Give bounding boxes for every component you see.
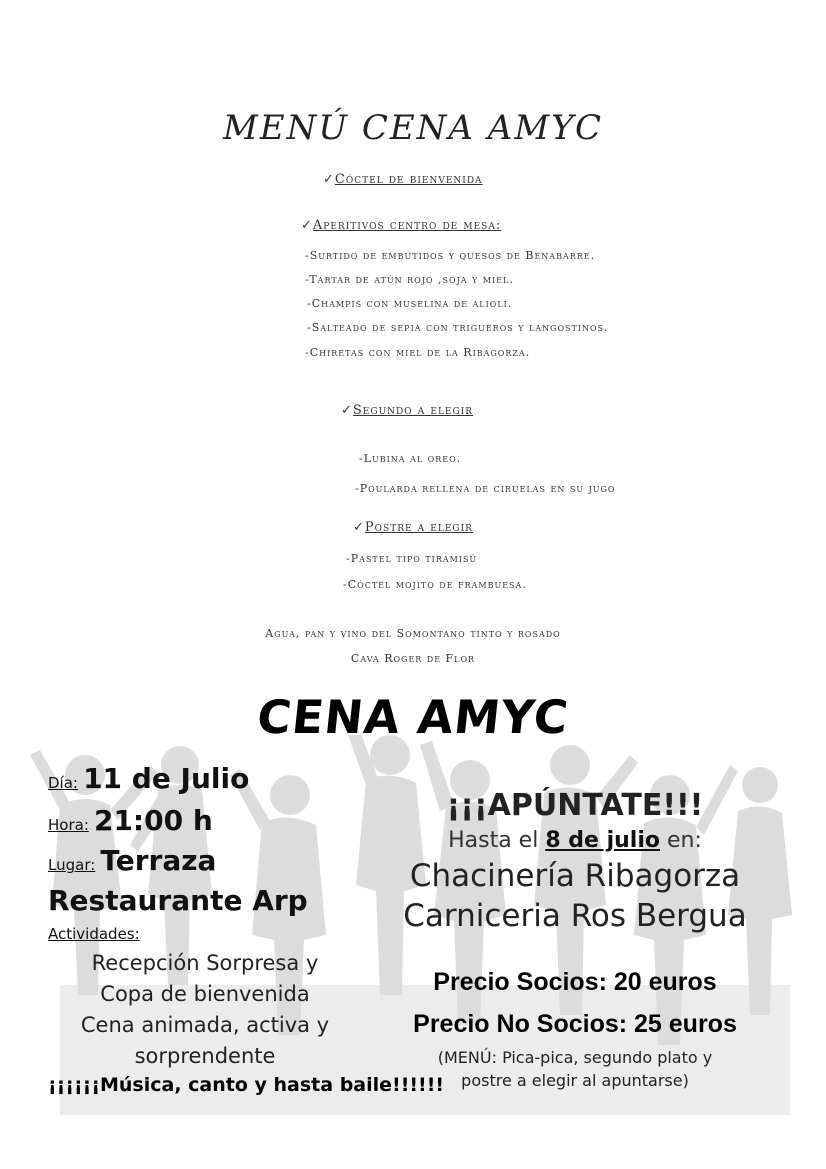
check-icon: ✓: [353, 520, 365, 535]
list-item: Copa de bienvenida: [100, 982, 310, 1006]
shop-chacineria: Chacinería Ribagorza: [409, 858, 741, 894]
menu-section-coctel: [323, 172, 483, 187]
check-icon: ✓: [323, 172, 335, 187]
lugar-value-2: Restaurante Arp: [48, 884, 308, 917]
menu-section-postre: [353, 520, 473, 535]
list-item: -Lubina al oreo.: [359, 452, 462, 465]
drinks-line: Agua, pan y vino del Somontano tinto y rosado: [265, 627, 561, 640]
deadline-suffix: en:: [667, 828, 702, 853]
list-item: -Tartar de atún rojo ,soja y miel.: [305, 273, 514, 286]
list-item: Recepción Sorpresa y: [91, 951, 319, 975]
check-icon: ✓: [301, 218, 313, 233]
list-item: sorprendente: [134, 1044, 276, 1068]
menu-note-2: postre a elegir al apuntarse): [461, 1071, 689, 1090]
list-item: -Chiretas con miel de la Ribagorza.: [305, 346, 531, 359]
menu-note-1: (MENÚ: Pica-pica, segundo plato y: [437, 1048, 713, 1067]
list-item: -Pastel tipo tiramisú: [346, 552, 478, 565]
menu-title: MENÚ CENA AMYC: [222, 108, 604, 148]
section-label: Aperitivos centro de mesa:: [312, 218, 502, 233]
list-item: -Champis con muselina de alioli.: [307, 297, 513, 310]
hora-label: Hora:: [48, 816, 89, 834]
list-item: -Salteado de sepia con trigueros y langostinos.: [307, 321, 609, 334]
check-icon: ✓: [341, 403, 353, 418]
activities-list: [40, 948, 370, 1072]
list-item: -Cóctel mojito de frambuesa.: [343, 578, 527, 591]
price-non-members: Precio No Socios: 25 euros: [413, 1010, 737, 1038]
menu-section-segundo: [341, 403, 473, 418]
price-members: Precio Socios: 20 euros: [433, 968, 717, 996]
cava-line: Cava Roger de Flor: [350, 652, 476, 665]
event-time: [48, 804, 213, 837]
dia-value: 11 de Julio: [83, 762, 250, 795]
lugar-value: Terraza: [100, 844, 217, 877]
shop-carniceria: Carniceria Ros Bergua: [403, 898, 747, 934]
actividades-label: Actividades:: [48, 925, 140, 943]
deadline-date: 8 de julio: [545, 828, 661, 853]
menu-section-aperitivos: [301, 218, 501, 233]
apuntate-heading: ¡¡¡APÚNTATE!!!: [446, 788, 704, 823]
section-label: Segundo a elegir: [352, 403, 474, 418]
music-line: ¡¡¡¡¡¡Música, canto y hasta baile!!!!!!: [48, 1074, 445, 1096]
event-place: [48, 844, 216, 877]
list-item: -Poularda rellena de ciruelas en su jugo: [355, 482, 616, 495]
lugar-label: Lugar:: [48, 856, 96, 874]
list-item: Cena animada, activa y: [80, 1013, 330, 1037]
deadline-line: [400, 828, 750, 853]
section-label: Cóctel de bienvenida: [334, 172, 483, 187]
hora-value: 21:00 h: [93, 804, 213, 837]
dia-label: Día:: [48, 774, 78, 792]
event-date: [48, 762, 249, 795]
list-item: -Surtido de embutidos y quesos de Benabarre.: [305, 249, 596, 262]
event-title: CENA AMYC: [254, 690, 572, 744]
section-label: Postre a elegir: [364, 520, 473, 535]
deadline-prefix: Hasta el: [448, 828, 539, 853]
